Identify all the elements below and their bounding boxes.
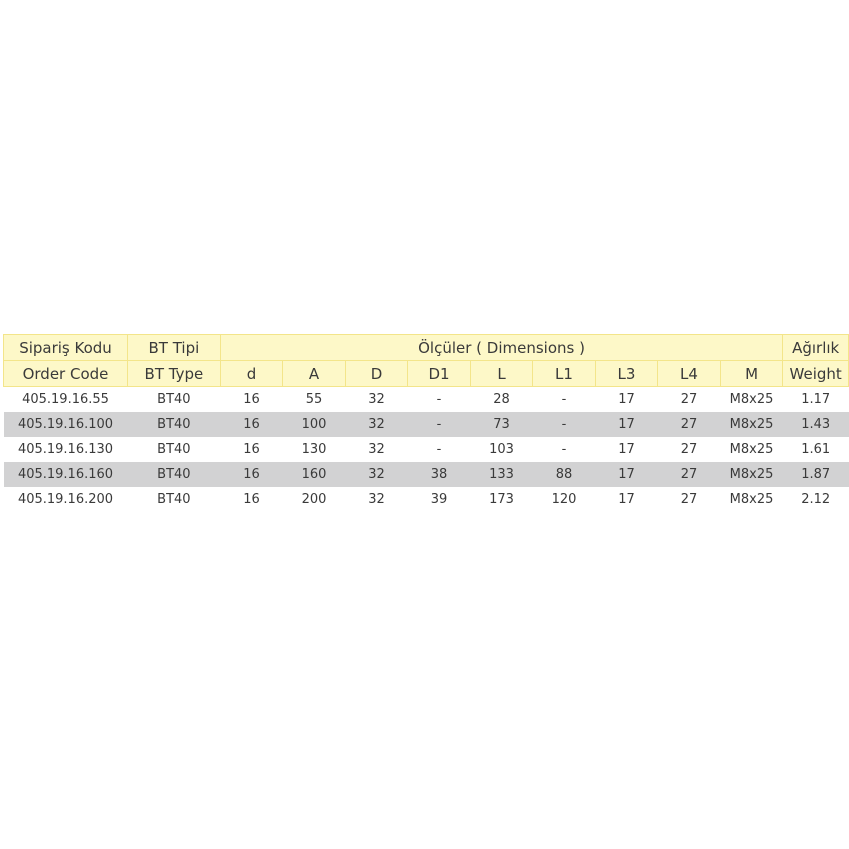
header-weight-en: Weight xyxy=(783,361,849,387)
cell-order-code: 405.19.16.160 xyxy=(4,462,128,487)
cell-l1: - xyxy=(533,412,596,437)
cell-order-code: 405.19.16.100 xyxy=(4,412,128,437)
cell-weight: 1.61 xyxy=(801,442,831,457)
cell-l3: 17 xyxy=(595,462,658,487)
cell-bt-type: BT40 xyxy=(128,412,221,437)
cell-d: 16 xyxy=(243,492,260,507)
header-dim-d-outer: D xyxy=(345,361,408,387)
cell-a: 200 xyxy=(301,492,327,507)
cell-a: 55 xyxy=(305,392,323,407)
table-row xyxy=(4,487,849,512)
cell-a: 130 xyxy=(301,442,327,457)
cell-d1: 38 xyxy=(408,462,471,487)
cell-a: 160 xyxy=(283,462,346,487)
cell-m: M8x25 xyxy=(729,392,774,407)
cell-weight: 1.87 xyxy=(783,462,849,487)
cell-weight: 2.12 xyxy=(801,492,831,507)
header-dimensions: Ölçüler ( Dimensions ) xyxy=(220,335,783,361)
cell-d: 16 xyxy=(243,442,260,457)
cell-d1: - xyxy=(408,412,471,437)
cell-d: 16 xyxy=(243,392,260,407)
cell-a: 100 xyxy=(283,412,346,437)
table-body xyxy=(4,387,849,513)
cell-bt-type: BT40 xyxy=(157,492,191,507)
cell-bt-type: BT40 xyxy=(128,462,221,487)
cell-d-outer: 32 xyxy=(345,462,408,487)
header-dim-a: A xyxy=(283,361,346,387)
cell-m: M8x25 xyxy=(720,462,783,487)
cell-l: 28 xyxy=(493,392,510,407)
header-weight-tr: Ağırlık xyxy=(783,335,849,361)
header-dim-l1: L1 xyxy=(533,361,596,387)
cell-d: 16 xyxy=(220,462,283,487)
table-row xyxy=(4,462,849,487)
cell-l: 73 xyxy=(470,412,533,437)
header-bt-type-en: BT Type xyxy=(128,361,221,387)
cell-bt-type: BT40 xyxy=(157,442,191,457)
header-dim-l4: L4 xyxy=(658,361,721,387)
cell-order-code: 405.19.16.55 xyxy=(22,392,109,407)
cell-l3: 17 xyxy=(618,442,635,457)
cell-l: 173 xyxy=(489,492,514,507)
cell-m: M8x25 xyxy=(729,442,774,457)
cell-m: M8x25 xyxy=(720,412,783,437)
table-row xyxy=(4,412,849,437)
header-dim-l3: L3 xyxy=(595,361,658,387)
cell-d-outer: 32 xyxy=(368,442,385,457)
cell-l1: - xyxy=(561,442,567,457)
header-dim-m: M xyxy=(720,361,783,387)
cell-l4: 27 xyxy=(658,462,721,487)
header-dim-l: L xyxy=(470,361,533,387)
cell-l1: 120 xyxy=(551,492,577,507)
cell-m: M8x25 xyxy=(729,492,774,507)
cell-d-outer: 32 xyxy=(368,392,385,407)
header-order-code-tr: Sipariş Kodu xyxy=(4,335,128,361)
cell-d-outer: 32 xyxy=(368,492,385,507)
cell-d: 16 xyxy=(220,412,283,437)
cell-l4: 27 xyxy=(680,442,698,457)
cell-l4: 27 xyxy=(680,492,698,507)
cell-l4: 27 xyxy=(658,412,721,437)
header-bt-type-tr: BT Tipi xyxy=(128,335,221,361)
cell-d-outer: 32 xyxy=(345,412,408,437)
header-dim-d1: D1 xyxy=(408,361,471,387)
cell-l3: 17 xyxy=(618,392,635,407)
header-order-code-en: Order Code xyxy=(4,361,128,387)
cell-l: 103 xyxy=(489,442,514,457)
header-dim-d: d xyxy=(220,361,283,387)
cell-l3: 17 xyxy=(595,412,658,437)
cell-d1: 39 xyxy=(430,492,448,507)
cell-l1: - xyxy=(561,392,567,407)
cell-order-code: 405.19.16.200 xyxy=(17,492,114,507)
cell-weight: 1.17 xyxy=(801,392,831,407)
table-row xyxy=(4,437,849,462)
cell-l: 133 xyxy=(470,462,533,487)
cell-bt-type: BT40 xyxy=(157,392,191,407)
cell-order-code: 405.19.16.130 xyxy=(17,442,114,457)
cell-l4: 27 xyxy=(680,392,698,407)
cell-l3: 17 xyxy=(618,492,635,507)
cell-d1: - xyxy=(436,442,442,457)
table-row xyxy=(4,387,849,413)
cell-d1: - xyxy=(436,392,442,407)
product-spec-table xyxy=(3,334,849,512)
cell-weight: 1.43 xyxy=(783,412,849,437)
cell-l1: 88 xyxy=(533,462,596,487)
